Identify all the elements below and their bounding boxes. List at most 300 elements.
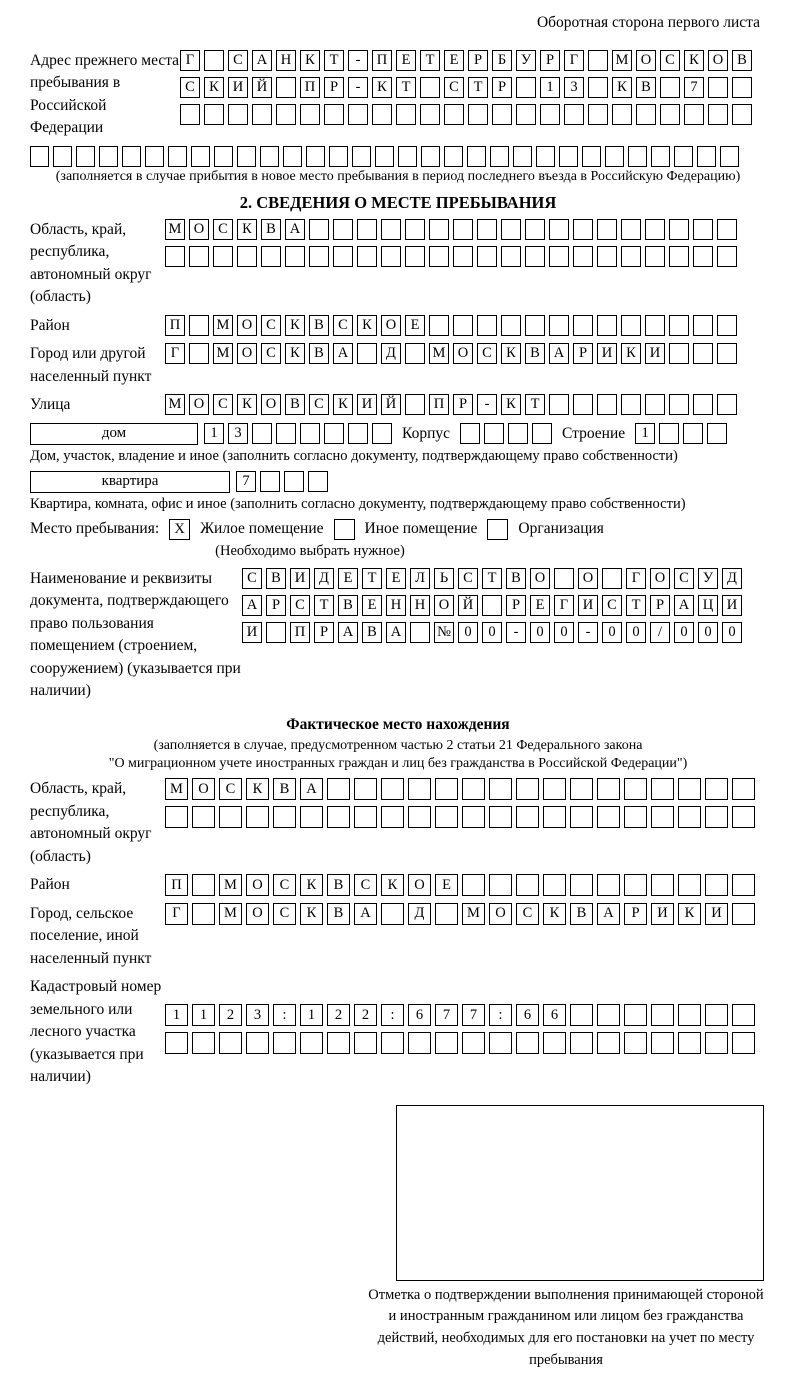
char-box bbox=[669, 246, 689, 267]
char-box: Т bbox=[396, 77, 416, 98]
char-box bbox=[597, 806, 620, 828]
char-box bbox=[693, 394, 713, 415]
page-header-note: Оборотная сторона первого листа bbox=[536, 14, 760, 31]
char-box: М bbox=[429, 343, 449, 364]
char-box bbox=[348, 104, 368, 125]
char-box bbox=[602, 568, 622, 589]
char-box: 1 bbox=[635, 423, 655, 444]
char-box bbox=[717, 343, 737, 364]
char-box bbox=[444, 104, 464, 125]
char-box: П bbox=[300, 77, 320, 98]
char-box bbox=[732, 104, 752, 125]
char-box: Е bbox=[396, 50, 416, 71]
char-box: С bbox=[477, 343, 497, 364]
street-label: Улица bbox=[30, 396, 71, 414]
char-box bbox=[273, 1032, 296, 1054]
char-box: Е bbox=[435, 874, 458, 896]
char-box bbox=[168, 146, 187, 167]
char-box: В bbox=[273, 778, 296, 800]
char-box bbox=[543, 778, 566, 800]
stroenie-cells bbox=[635, 423, 727, 444]
char-box bbox=[621, 394, 641, 415]
char-box bbox=[669, 219, 689, 240]
char-box bbox=[597, 874, 620, 896]
char-box: / bbox=[650, 622, 670, 643]
prev-address-row-3 bbox=[180, 104, 752, 125]
char-box bbox=[260, 471, 280, 492]
char-box: Г bbox=[165, 343, 185, 364]
char-box bbox=[678, 874, 701, 896]
city-row bbox=[165, 343, 737, 388]
char-box: М bbox=[462, 903, 485, 925]
char-box bbox=[408, 1032, 431, 1054]
char-box bbox=[516, 77, 536, 98]
char-box bbox=[213, 246, 233, 267]
char-box bbox=[597, 778, 620, 800]
char-box bbox=[357, 343, 377, 364]
char-box bbox=[408, 806, 431, 828]
char-box: К bbox=[285, 315, 305, 336]
char-box bbox=[678, 1032, 701, 1054]
char-box: А bbox=[300, 778, 323, 800]
char-box: О bbox=[237, 343, 257, 364]
confirmation-mark-box bbox=[396, 1105, 764, 1281]
char-box bbox=[324, 423, 344, 444]
char-box bbox=[489, 778, 512, 800]
char-box: А bbox=[285, 219, 305, 240]
char-box: Д bbox=[314, 568, 334, 589]
char-box bbox=[543, 1032, 566, 1054]
char-box: В bbox=[309, 315, 329, 336]
char-box bbox=[516, 1032, 539, 1054]
char-box: А bbox=[333, 343, 353, 364]
char-box bbox=[327, 806, 350, 828]
actual-location-note-1: (заполняется в случае, предусмотренном частью 2 статьи 21 Федерального закона bbox=[153, 738, 643, 754]
char-box bbox=[489, 1032, 512, 1054]
actual-region-field bbox=[30, 778, 766, 868]
char-box bbox=[720, 146, 739, 167]
char-box: Г bbox=[180, 50, 200, 71]
char-box bbox=[549, 219, 569, 240]
char-box bbox=[145, 146, 164, 167]
char-box: Г bbox=[554, 595, 574, 616]
char-box bbox=[327, 778, 350, 800]
char-box: : bbox=[381, 1004, 404, 1026]
char-box bbox=[651, 778, 674, 800]
char-box: И bbox=[228, 77, 248, 98]
korpus-label: Корпус bbox=[402, 424, 450, 442]
actual-city-field bbox=[30, 903, 766, 970]
char-box bbox=[429, 315, 449, 336]
char-box bbox=[372, 104, 392, 125]
char-box bbox=[645, 394, 665, 415]
cadastral-row-1 bbox=[165, 1004, 755, 1026]
char-box: К bbox=[381, 874, 404, 896]
char-box bbox=[501, 315, 521, 336]
char-box bbox=[444, 146, 463, 167]
region-label: Область, край, республика, автономный округ (область) bbox=[30, 220, 152, 306]
apartment-cells bbox=[236, 471, 328, 492]
char-box: 0 bbox=[554, 622, 574, 643]
char-box bbox=[717, 219, 737, 240]
char-box: Г bbox=[165, 903, 188, 925]
char-box bbox=[717, 315, 737, 336]
char-box bbox=[246, 1032, 269, 1054]
char-box bbox=[300, 104, 320, 125]
char-box: Ц bbox=[698, 595, 718, 616]
char-box bbox=[645, 315, 665, 336]
char-box bbox=[329, 146, 348, 167]
char-box bbox=[405, 343, 425, 364]
char-box bbox=[261, 246, 281, 267]
actual-region-row-2 bbox=[165, 806, 755, 828]
char-box: А bbox=[338, 622, 358, 643]
char-box: 3 bbox=[228, 423, 248, 444]
char-box: К bbox=[357, 315, 377, 336]
char-box bbox=[192, 806, 215, 828]
char-box: 2 bbox=[327, 1004, 350, 1026]
char-box: Е bbox=[386, 568, 406, 589]
char-box: А bbox=[549, 343, 569, 364]
char-box: В bbox=[309, 343, 329, 364]
char-box bbox=[352, 146, 371, 167]
char-box bbox=[554, 568, 574, 589]
char-box bbox=[204, 104, 224, 125]
char-box bbox=[276, 77, 296, 98]
char-box: К bbox=[372, 77, 392, 98]
char-box bbox=[570, 1004, 593, 1026]
char-box: С bbox=[261, 343, 281, 364]
char-box bbox=[501, 246, 521, 267]
char-box: И bbox=[651, 903, 674, 925]
char-box: С bbox=[273, 874, 296, 896]
checkbox-other-premises bbox=[334, 519, 355, 540]
char-box bbox=[273, 806, 296, 828]
char-box: Т bbox=[324, 50, 344, 71]
char-box: Р bbox=[492, 77, 512, 98]
char-box bbox=[484, 423, 504, 444]
char-box: Й bbox=[381, 394, 401, 415]
char-box: 0 bbox=[530, 622, 550, 643]
actual-location-note-2: "О миграционном учете иностранных граждан и лиц без гражданства в Российской Федерации") bbox=[108, 756, 688, 772]
char-box: И bbox=[290, 568, 310, 589]
char-box bbox=[678, 806, 701, 828]
char-box bbox=[462, 806, 485, 828]
char-box bbox=[246, 806, 269, 828]
confirmation-area bbox=[30, 1105, 766, 1372]
char-box: 3 bbox=[246, 1004, 269, 1026]
char-box bbox=[237, 146, 256, 167]
prev-address-row-2 bbox=[180, 77, 752, 98]
char-box: О bbox=[408, 874, 431, 896]
char-box: М bbox=[165, 778, 188, 800]
char-box: С bbox=[516, 903, 539, 925]
char-box bbox=[536, 146, 555, 167]
char-box: 0 bbox=[674, 622, 694, 643]
char-box bbox=[189, 343, 209, 364]
char-box bbox=[192, 903, 215, 925]
char-box bbox=[252, 423, 272, 444]
char-box bbox=[543, 874, 566, 896]
char-box: С bbox=[228, 50, 248, 71]
char-box: 7 bbox=[435, 1004, 458, 1026]
char-box bbox=[180, 104, 200, 125]
char-box bbox=[477, 315, 497, 336]
char-box: 1 bbox=[540, 77, 560, 98]
char-box: А bbox=[354, 903, 377, 925]
cadastral-row-2 bbox=[165, 1032, 755, 1054]
char-box bbox=[266, 622, 286, 643]
checkbox-residential: X bbox=[169, 519, 190, 540]
char-box bbox=[645, 219, 665, 240]
char-box: 2 bbox=[219, 1004, 242, 1026]
char-box: С bbox=[458, 568, 478, 589]
char-box bbox=[612, 104, 632, 125]
char-box bbox=[53, 146, 72, 167]
char-box bbox=[300, 1032, 323, 1054]
char-box: С bbox=[354, 874, 377, 896]
actual-district-field bbox=[30, 874, 766, 896]
char-box bbox=[570, 874, 593, 896]
char-box bbox=[651, 146, 670, 167]
char-box bbox=[429, 246, 449, 267]
char-box bbox=[705, 806, 728, 828]
char-box: С bbox=[180, 77, 200, 98]
char-box bbox=[660, 77, 680, 98]
option-organization-label: Организация bbox=[518, 520, 604, 538]
char-box bbox=[490, 146, 509, 167]
char-box bbox=[543, 806, 566, 828]
char-box bbox=[559, 146, 578, 167]
char-box: Д bbox=[381, 343, 401, 364]
cadastral-field bbox=[30, 976, 766, 1088]
char-box bbox=[260, 146, 279, 167]
char-box bbox=[693, 315, 713, 336]
char-box: Н bbox=[410, 595, 430, 616]
char-box: А bbox=[674, 595, 694, 616]
stay-place-label: Место пребывания: bbox=[30, 520, 160, 538]
document-field bbox=[30, 568, 766, 703]
char-box: 7 bbox=[236, 471, 256, 492]
char-box bbox=[420, 104, 440, 125]
char-box bbox=[398, 146, 417, 167]
char-box: Т bbox=[314, 595, 334, 616]
district-label: Район bbox=[30, 316, 70, 334]
char-box: И bbox=[242, 622, 262, 643]
prev-address-field bbox=[30, 50, 766, 140]
char-box: К bbox=[684, 50, 704, 71]
char-box: С bbox=[242, 568, 262, 589]
char-box bbox=[228, 104, 248, 125]
char-box: С bbox=[213, 394, 233, 415]
char-box: И bbox=[722, 595, 742, 616]
char-box bbox=[453, 315, 473, 336]
char-box bbox=[191, 146, 210, 167]
char-box bbox=[192, 874, 215, 896]
char-box: Р bbox=[453, 394, 473, 415]
char-box: Е bbox=[530, 595, 550, 616]
char-box bbox=[192, 1032, 215, 1054]
char-box: Д bbox=[722, 568, 742, 589]
char-box: В bbox=[285, 394, 305, 415]
street-row bbox=[165, 394, 737, 416]
char-box bbox=[582, 146, 601, 167]
char-box bbox=[678, 1004, 701, 1026]
char-box bbox=[717, 246, 737, 267]
char-box bbox=[605, 146, 624, 167]
document-row-1 bbox=[242, 568, 742, 589]
char-box: 0 bbox=[458, 622, 478, 643]
char-box bbox=[624, 1004, 647, 1026]
char-box: 0 bbox=[698, 622, 718, 643]
char-box: В bbox=[266, 568, 286, 589]
char-box bbox=[597, 315, 617, 336]
char-box: О bbox=[650, 568, 670, 589]
char-box bbox=[570, 806, 593, 828]
char-box bbox=[462, 1032, 485, 1054]
char-box bbox=[659, 423, 679, 444]
char-box bbox=[354, 778, 377, 800]
char-box bbox=[624, 778, 647, 800]
char-box bbox=[30, 146, 49, 167]
char-box bbox=[732, 1032, 755, 1054]
char-box bbox=[381, 903, 404, 925]
actual-location-title: Фактическое место нахождения bbox=[286, 716, 510, 734]
char-box: К bbox=[612, 77, 632, 98]
char-box bbox=[624, 874, 647, 896]
char-box bbox=[421, 146, 440, 167]
char-box bbox=[573, 315, 593, 336]
char-box: О bbox=[489, 903, 512, 925]
char-box bbox=[621, 219, 641, 240]
char-box: А bbox=[252, 50, 272, 71]
char-box: В bbox=[525, 343, 545, 364]
char-box: М bbox=[213, 343, 233, 364]
char-box bbox=[405, 246, 425, 267]
char-box bbox=[705, 778, 728, 800]
char-box bbox=[435, 778, 458, 800]
char-box bbox=[549, 394, 569, 415]
char-box bbox=[285, 246, 305, 267]
char-box: С bbox=[273, 903, 296, 925]
house-row bbox=[30, 423, 766, 445]
char-box: Р bbox=[650, 595, 670, 616]
prev-address-note: (заполняется в случае прибытия в новое место пребывания в период последнего въезда в Российскую Федерацию) bbox=[55, 168, 741, 184]
char-box: С bbox=[213, 219, 233, 240]
char-box: К bbox=[678, 903, 701, 925]
char-box: М bbox=[219, 874, 242, 896]
char-box: О bbox=[189, 219, 209, 240]
char-box bbox=[348, 423, 368, 444]
actual-city-row bbox=[165, 903, 755, 970]
char-box: В bbox=[570, 903, 593, 925]
char-box: Г bbox=[564, 50, 584, 71]
char-box: В bbox=[338, 595, 358, 616]
char-box: 0 bbox=[626, 622, 646, 643]
street-field bbox=[30, 394, 766, 416]
char-box bbox=[732, 806, 755, 828]
char-box: И bbox=[705, 903, 728, 925]
char-box bbox=[327, 1032, 350, 1054]
char-box: О bbox=[246, 874, 269, 896]
char-box bbox=[333, 219, 353, 240]
document-label: Наименование и реквизиты документа, подтверждающего право пользования помещением (строением, сооружением) (указывается при наличии) bbox=[30, 569, 241, 699]
char-box bbox=[588, 50, 608, 71]
char-box: 6 bbox=[408, 1004, 431, 1026]
region-row-1 bbox=[165, 219, 737, 240]
char-box bbox=[482, 595, 502, 616]
char-box: № bbox=[434, 622, 454, 643]
char-box: 0 bbox=[482, 622, 502, 643]
char-box: О bbox=[453, 343, 473, 364]
korpus-cells bbox=[460, 423, 552, 444]
char-box: П bbox=[165, 874, 188, 896]
actual-district-label: Район bbox=[30, 876, 70, 894]
char-box bbox=[588, 104, 608, 125]
char-box bbox=[467, 146, 486, 167]
char-box bbox=[357, 219, 377, 240]
char-box bbox=[628, 146, 647, 167]
char-box bbox=[462, 778, 485, 800]
char-box bbox=[284, 471, 304, 492]
char-box: О bbox=[434, 595, 454, 616]
char-box: У bbox=[698, 568, 718, 589]
prev-address-label: Адрес прежнего места пребывания в Российской Федерации bbox=[30, 52, 180, 137]
char-box: Л bbox=[410, 568, 430, 589]
char-box bbox=[516, 806, 539, 828]
char-box: Р bbox=[468, 50, 488, 71]
char-box: О bbox=[189, 394, 209, 415]
char-box bbox=[501, 219, 521, 240]
char-box bbox=[300, 423, 320, 444]
prev-address-rows bbox=[180, 50, 752, 140]
char-box bbox=[525, 219, 545, 240]
char-box bbox=[683, 423, 703, 444]
char-box: К bbox=[300, 50, 320, 71]
char-box bbox=[573, 246, 593, 267]
char-box bbox=[732, 1004, 755, 1026]
char-box bbox=[462, 874, 485, 896]
char-box bbox=[651, 874, 674, 896]
document-row-3 bbox=[242, 622, 742, 643]
char-box: М bbox=[165, 394, 185, 415]
region-field bbox=[30, 219, 766, 309]
char-box: Т bbox=[482, 568, 502, 589]
char-box: С bbox=[290, 595, 310, 616]
char-box bbox=[549, 246, 569, 267]
char-box bbox=[516, 104, 536, 125]
char-box: О bbox=[530, 568, 550, 589]
char-box bbox=[669, 343, 689, 364]
char-box: 6 bbox=[516, 1004, 539, 1026]
char-box: - bbox=[578, 622, 598, 643]
char-box: М bbox=[219, 903, 242, 925]
char-box bbox=[717, 394, 737, 415]
option-residential-label: Жилое помещение bbox=[200, 520, 324, 538]
char-box: Т bbox=[420, 50, 440, 71]
char-box bbox=[375, 146, 394, 167]
apartment-box-label: квартира bbox=[30, 471, 230, 493]
char-box: Т bbox=[626, 595, 646, 616]
char-box: К bbox=[333, 394, 353, 415]
stay-place-row bbox=[30, 519, 766, 540]
char-box: М bbox=[165, 219, 185, 240]
char-box bbox=[516, 874, 539, 896]
char-box: Н bbox=[386, 595, 406, 616]
char-box: В bbox=[327, 903, 350, 925]
char-box: М bbox=[213, 315, 233, 336]
char-box bbox=[309, 219, 329, 240]
